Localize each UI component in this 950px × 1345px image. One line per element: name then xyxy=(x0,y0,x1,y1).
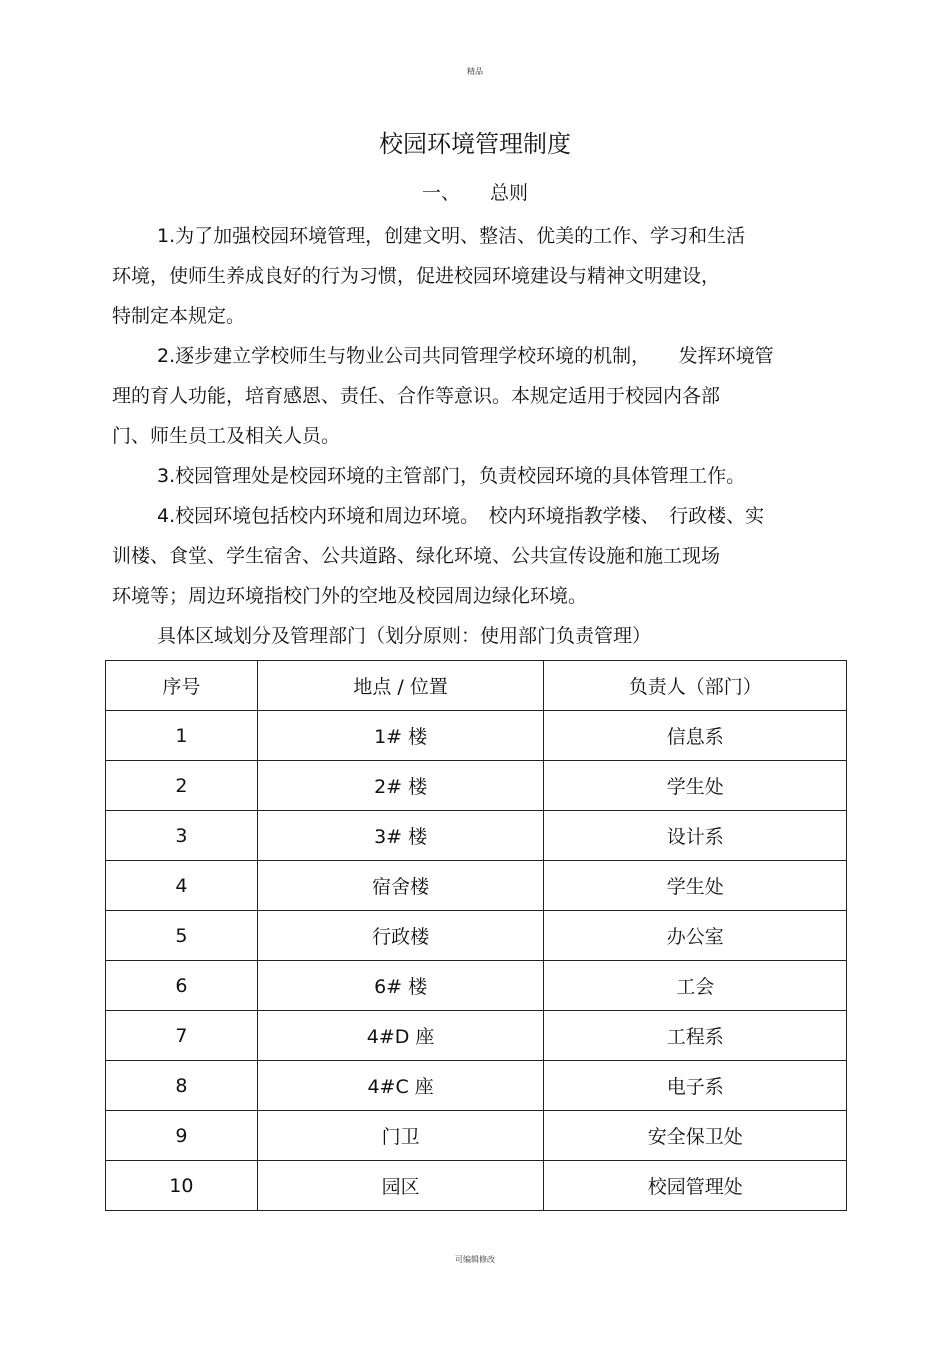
row-index: 8 xyxy=(106,1061,258,1111)
row-department: 学生处 xyxy=(544,761,847,811)
row-department: 学生处 xyxy=(544,861,847,911)
row-department: 工会 xyxy=(544,961,847,1011)
table-caption: 具体区域划分及管理部门（划分原则：使用部门负责管理） xyxy=(157,625,652,647)
paragraph-4-line-2: 训楼、食堂、学生宿舍、公共道路、绿化环境、公共宣传设施和施工现场 xyxy=(112,545,721,567)
table-row xyxy=(106,1161,847,1211)
section-label: 总则 xyxy=(490,182,529,204)
row-location: 门卫 xyxy=(257,1111,544,1161)
table-row xyxy=(106,861,847,911)
row-location: 宿舍楼 xyxy=(257,861,544,911)
row-location: 4#C 座 xyxy=(257,1061,544,1111)
row-location: 4#D 座 xyxy=(257,1011,544,1061)
section-number: 一、 xyxy=(421,182,460,204)
paragraph-4-line-1: 4.校园环境包括校内环境和周边环境。 校内环境指教学楼、 行政楼、实 xyxy=(157,505,765,527)
row-department: 信息系 xyxy=(544,711,847,761)
table-row xyxy=(106,761,847,811)
paragraph-1-line-3: 特制定本规定。 xyxy=(112,305,246,327)
table-row xyxy=(106,711,847,761)
header-department: 负责人（部门） xyxy=(544,661,847,711)
table-row xyxy=(106,911,847,961)
table-row xyxy=(106,1061,847,1111)
row-location: 园区 xyxy=(257,1161,544,1211)
table-row xyxy=(106,1011,847,1061)
region-table xyxy=(105,660,847,1211)
paragraph-4-line-3: 环境等；周边环境指校门外的空地及校园周边绿化环境。 xyxy=(112,585,588,607)
row-department: 校园管理处 xyxy=(544,1161,847,1211)
row-department: 电子系 xyxy=(544,1061,847,1111)
row-index: 1 xyxy=(106,711,258,761)
header-index: 序号 xyxy=(106,661,258,711)
table-row xyxy=(106,1111,847,1161)
row-location: 1# 楼 xyxy=(257,711,544,761)
row-index: 5 xyxy=(106,911,258,961)
paragraph-2-line-1: 2.逐步建立学校师生与物业公司共同管理学校环境的机制， 发挥环境管 xyxy=(157,345,774,367)
header-location: 地点 / 位置 xyxy=(257,661,544,711)
paragraph-3-line-1: 3.校园管理处是校园环境的主管部门，负责校园环境的具体管理工作。 xyxy=(157,465,746,487)
row-index: 3 xyxy=(106,811,258,861)
table-row xyxy=(106,811,847,861)
row-location: 6# 楼 xyxy=(257,961,544,1011)
row-department: 办公室 xyxy=(544,911,847,961)
table-row xyxy=(106,961,847,1011)
row-department: 安全保卫处 xyxy=(544,1111,847,1161)
row-index: 7 xyxy=(106,1011,258,1061)
section-heading xyxy=(0,178,950,205)
paragraph-1-line-2: 环境，使师生养成良好的行为习惯，促进校园环境建设与精神文明建设， xyxy=(112,265,721,287)
row-location: 行政楼 xyxy=(257,911,544,961)
table-header-row xyxy=(106,661,847,711)
paragraph-2-line-2: 理的育人功能，培育感恩、责任、合作等意识。本规定适用于校园内各部 xyxy=(112,385,721,407)
row-index: 2 xyxy=(106,761,258,811)
row-index: 4 xyxy=(106,861,258,911)
row-location: 2# 楼 xyxy=(257,761,544,811)
row-location: 3# 楼 xyxy=(257,811,544,861)
row-department: 设计系 xyxy=(544,811,847,861)
paragraph-1-line-1: 1.为了加强校园环境管理，创建文明、整洁、优美的工作、学习和生活 xyxy=(157,225,746,247)
row-index: 6 xyxy=(106,961,258,1011)
row-department: 工程系 xyxy=(544,1011,847,1061)
row-index: 10 xyxy=(106,1161,258,1211)
footer-watermark: 可编辑修改 xyxy=(455,1255,495,1264)
row-index: 9 xyxy=(106,1111,258,1161)
paragraph-2-line-3: 门、师生员工及相关人员。 xyxy=(112,425,341,447)
document-title: 校园环境管理制度 xyxy=(379,130,571,158)
header-watermark: 精品 xyxy=(467,67,483,76)
